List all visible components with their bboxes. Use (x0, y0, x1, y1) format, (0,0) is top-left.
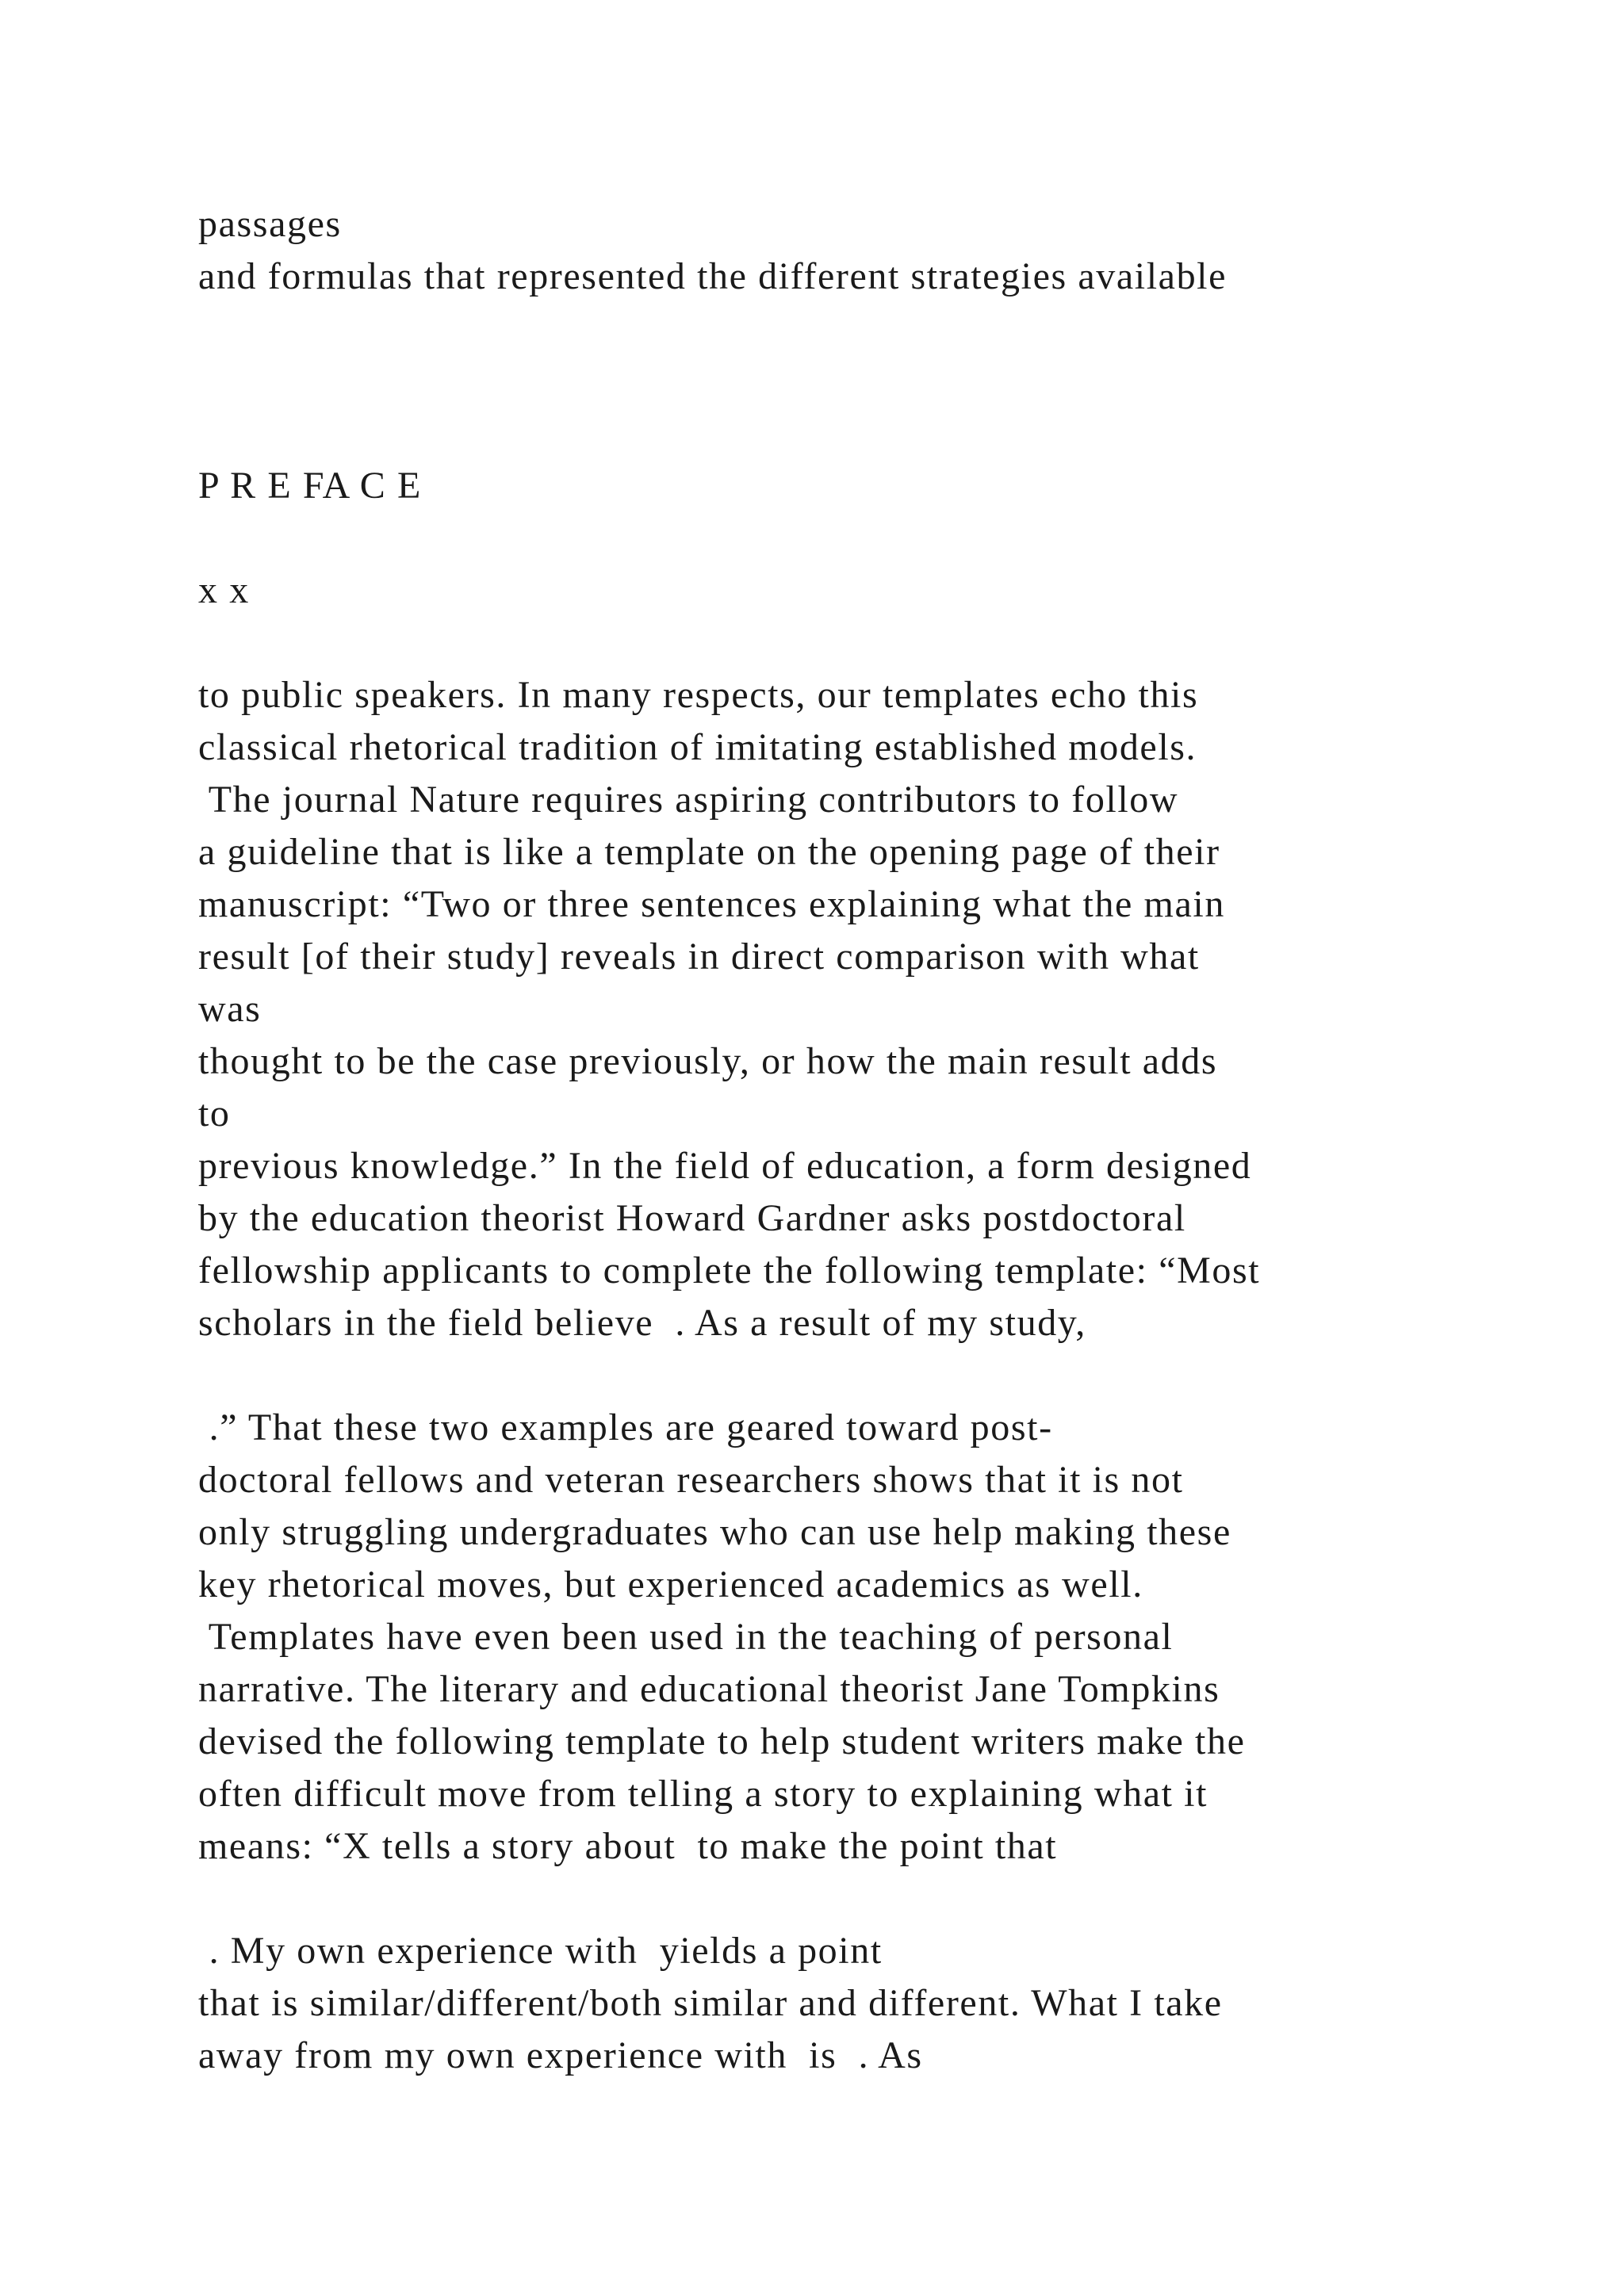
text-line: doctoral fellows and veteran researchers shows that it is not (198, 1459, 1184, 1501)
spacer (198, 303, 1562, 408)
text-line: means: “X tells a story about to make the point that (198, 1825, 1058, 1867)
text-line: passages (198, 203, 342, 245)
text-line: a guideline that is like a template on the opening page of their (198, 831, 1220, 873)
text-line: that is similar/different/both similar and different. What I take (198, 1982, 1223, 2024)
text-line: to public speakers. In many respects, our templates echo this (198, 674, 1199, 716)
text-line: was (198, 988, 262, 1030)
text-line: key rhetorical moves, but experienced academics as well. (198, 1563, 1143, 1605)
text-line: The journal Nature requires aspiring contributors to follow (198, 779, 1179, 821)
text-line: scholars in the field believe . As a result of my study, (198, 1302, 1086, 1344)
text-line: by the education theorist Howard Gardner asks postdoctoral (198, 1197, 1186, 1239)
document-page (198, 198, 1562, 2082)
text-line: . My own experience with yields a point (198, 1930, 883, 1972)
text-line: fellowship applicants to complete the following template: “Most (198, 1249, 1261, 1292)
spacer (198, 408, 1562, 460)
text-line: devised the following template to help student writers make the (198, 1720, 1246, 1762)
spacer (198, 1349, 1562, 1402)
text-line: only struggling undergraduates who can use help making these (198, 1511, 1231, 1553)
text-line: classical rhetorical tradition of imitating established models. (198, 726, 1197, 768)
spacer (198, 617, 1562, 669)
text-line: result [of their study] reveals in direct comparison with what (198, 936, 1200, 978)
text-line: often difficult move from telling a story to explaining what it (198, 1773, 1208, 1815)
text-line: manuscript: “Two or three sentences explaining what the main (198, 883, 1225, 925)
section-heading: P R E FA C E (198, 465, 422, 507)
text-line: narrative. The literary and educational theorist Jane Tompkins (198, 1668, 1220, 1710)
text-line: previous knowledge.” In the field of education, a form designed (198, 1145, 1252, 1187)
text-line: away from my own experience with is . As (198, 2034, 923, 2076)
text-line: to (198, 1093, 231, 1135)
page-number: x x (198, 569, 250, 611)
text-line: .” That these two examples are geared toward post- (198, 1406, 1053, 1448)
text-line: and formulas that represented the different strategies available (198, 255, 1228, 297)
spacer (198, 512, 1562, 564)
text-line: Templates have even been used in the teaching of personal (198, 1616, 1174, 1658)
text-line: thought to be the case previously, or how the main result adds (198, 1040, 1218, 1082)
spacer (198, 1873, 1562, 1925)
